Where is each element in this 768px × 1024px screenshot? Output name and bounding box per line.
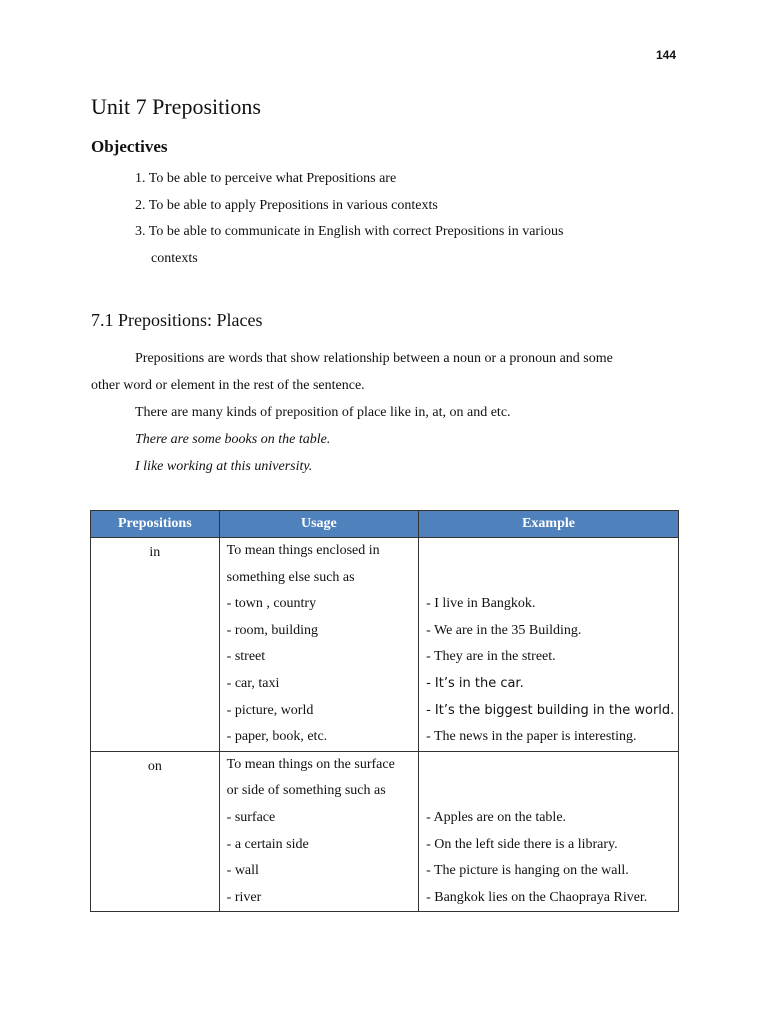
example-line: - I live in Bangkok. [426,596,536,612]
usage-line: - car, taxi [226,675,280,691]
example-cell [419,538,679,752]
example-line [419,565,678,592]
column-header-prepositions: Prepositions [91,511,220,538]
preposition-cell: in [91,538,220,752]
objective-item-continuation: contexts [151,250,198,266]
prepositions-table [90,510,679,912]
objective-item: 1. To be able to perceive what Prepositions are [135,171,397,186]
objective-item [135,219,615,272]
usage-line: - a certain side [226,836,309,852]
paragraph: There are many kinds of preposition of place like in, at, on and etc. [135,405,511,420]
table-header-row [91,511,679,538]
table-row [91,538,679,752]
example-line: - It’s in the car. [426,675,524,691]
usage-line: something else such as [226,569,355,585]
page-number: 144 [655,48,676,62]
example-sentence: I like working at this university. [135,459,313,474]
usage-cell [219,538,418,752]
example-line: - It’s the biggest building in the world. [426,702,675,718]
usage-line: - room, building [226,622,319,638]
usage-line: To mean things on the surface [226,756,395,772]
example-line: - On the left side there is a library. [426,836,618,852]
example-line: - Bangkok lies on the Chaopraya River. [426,889,648,905]
column-header-example: Example [419,511,679,538]
section-body [91,345,681,480]
example-line [419,752,678,779]
section-title: 7.1 Prepositions: Places [91,310,263,330]
example-line: - We are in the 35 Building. [426,622,582,638]
usage-line: - river [226,889,262,905]
example-cell [419,751,679,912]
usage-line: - wall [226,863,259,879]
table-row [91,751,679,912]
objective-item: 2. To be able to apply Prepositions in various contexts [135,197,438,213]
unit-title: Unit 7 Prepositions [91,94,261,119]
example-sentence: There are some books on the table. [135,432,331,447]
usage-line: - surface [226,809,276,825]
example-line [419,538,678,565]
example-line: - The picture is hanging on the wall. [426,863,629,879]
paragraph-line: other word or element in the rest of the sentence. [91,378,365,393]
column-header-usage: Usage [219,511,418,538]
example-line: - Apples are on the table. [426,809,567,825]
preposition-cell: on [91,751,220,912]
paragraph-line: Prepositions are words that show relationship between a noun or a pronoun and some [135,351,613,366]
objective-item-text: 3. To be able to communicate in English with correct Prepositions in various [135,224,564,239]
objectives-list [135,166,615,272]
usage-line: To mean things enclosed in [226,543,380,558]
usage-line: - paper, book, etc. [226,729,328,745]
usage-cell [219,751,418,912]
example-line: - They are in the street. [426,649,556,665]
usage-line: - town , country [226,596,317,612]
usage-line: or side of something such as [226,783,386,799]
example-line: - The news in the paper is interesting. [426,729,637,745]
example-line [419,778,678,805]
usage-line: - picture, world [226,702,314,718]
usage-line: - street [226,649,266,665]
objectives-heading: Objectives [91,137,168,156]
